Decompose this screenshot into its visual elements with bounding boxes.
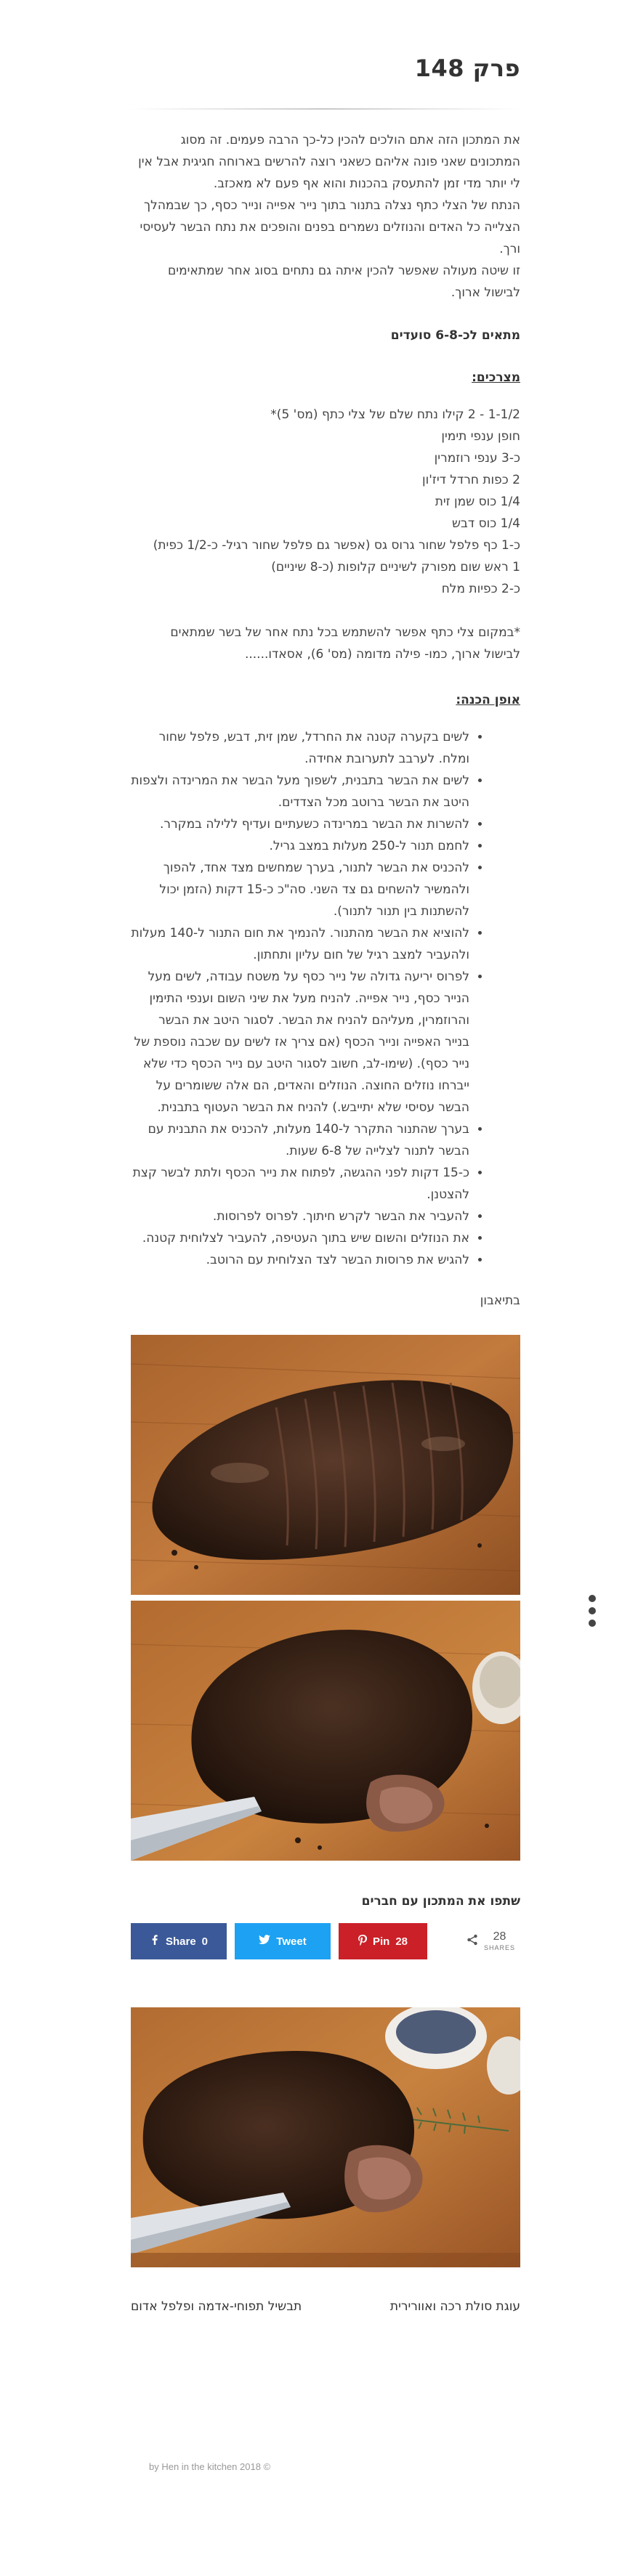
pinterest-share-count: 28 [395, 1935, 408, 1948]
share-count-block [484, 1931, 515, 1951]
serves-heading: מתאים לכ-6-8 סועדים [390, 328, 520, 343]
intro [131, 129, 520, 304]
more-dots-icon[interactable] [587, 1595, 597, 1627]
page-title: פרק 148 [414, 54, 520, 82]
related-post-link[interactable]: עוגת סולת רכה ואוורירית [389, 2299, 520, 2314]
method-step: • להכניס את הבשר לתנור, בערך שמחשים מצד אחד, להפוך ולהמשיר להשחים גם צד השני. סה"כ כ-15 דקות (הזמן יכול להשתנות בין תנור לתנור). [131, 857, 469, 922]
twitter-share-label: Tweet [276, 1935, 307, 1948]
ingredients-list [131, 404, 520, 600]
pinterest-share-label: Pin [372, 1935, 390, 1948]
method-step: • לפרוס יריעה גדולה של נייר כסף על משטח עבודה, לשים מעל הנייר כסף, נייר אפייה. להניח מעל את שיני השום וענפי התימין והרוזמרין, מעליהם להניח את הבשר. לסגור היטב את הבשר בנייר האפייה ונייר הכסף (אם צריך אז לשים עם שכבה נוספת של נייר כסף). (שימו-לב, חשוב לסגור היטב עם נייר הכסף כדי שלא ייברחו נוזלים החוצה. הנוזלים והאדים, הם אלה ששומרים על הבשר עסיסי שלא יתייבש.) להניח את הבשר העטוף בתבנית. [131, 966, 469, 1118]
share-total [467, 1923, 515, 1959]
related-post-image[interactable] [131, 2007, 520, 2267]
ingredient-item: 1/4 כוס דבש [452, 516, 520, 531]
pinterest-icon [358, 1935, 367, 1949]
method-step: • להעביר את הבשר לקרש חיתוך. לפרוס לפרוסות. [131, 1206, 469, 1227]
share-total-label: SHARES [484, 1944, 516, 1951]
facebook-share-label: Share [165, 1935, 196, 1948]
ingredient-item: 2 כפות חרדל דיז'ון [422, 473, 520, 487]
title-divider [131, 108, 520, 110]
twitter-icon [259, 1935, 270, 1948]
dot [589, 1595, 596, 1602]
share-bar [131, 1923, 520, 1959]
method-step: • להוציא את הבשר מהתנור. להנמיך את חום התנור ל-140 מעלות ולהעביר למצב רגיל של חום עליון ותחתון. [131, 922, 469, 966]
recipe-photo-roast-knife [131, 1601, 520, 1861]
twitter-share-button[interactable] [235, 1923, 331, 1959]
share-icon [467, 1934, 478, 1949]
ingredient-item: כ-2 כפיות מלח [441, 582, 520, 596]
facebook-icon [150, 1935, 160, 1948]
method-step: • לחמם תנור ל-250 מעלות במצב גריל. [131, 835, 469, 857]
recipe-photo-sliced-roast [131, 1335, 520, 1595]
method-step: • כ-15 דקות לפני ההגשה, לפתוח את נייר הכסף ולתת לבשר קצת להצטנן. [131, 1162, 469, 1206]
ingredient-item: 1-1/2 - 2 קילו נתח שלם של צלי כתף (מס' 5)* [270, 407, 520, 422]
share-total-count: 28 [493, 1930, 506, 1943]
ingredients-heading: מצרכים: [472, 370, 520, 385]
pinterest-share-button[interactable] [339, 1923, 427, 1959]
intro-paragraph: הנתח של הצלי כתף נצלה בתנור בתוך נייר אפייה ונייר כסף, כך שבמהלך הצלייה כל האדים והנוזלים נשמרים בפנים והופכים את נתח הבשר לעסיסי ורך. [140, 198, 520, 256]
ingredient-item: כ-1 כף פלפל שחור גרוס גס (אפשר גם פלפל שחור רגיל- כ-1/2 כפית) [153, 538, 520, 553]
ingredient-item: 1 ראש שום מפורק לשיניים קלופות (כ-8 שיניים) [271, 560, 520, 574]
intro-paragraph: זו שיטה מעולה שאפשר להכין איתה גם נתחים בסוג אחר שמתאימים לבישול ארוך. [168, 264, 520, 300]
footer-credit: by Hen in the kitchen 2018 © [149, 2461, 271, 2472]
method-step: • להגיש את פרוסות הבשר לצד הצלוחית עם הרוטב. [131, 1249, 469, 1271]
enjoy-text: בתיאבון [480, 1293, 520, 1308]
ingredient-item: כ-3 ענפי רוזמרין [434, 451, 520, 466]
intro-paragraph: את המתכון הזה אתם הולכים להכין כל-כך הרבה פעמים. זה מסוג המתכונים שאני פונה אליהם כשאני רוצה להרשים בארוחה חגיגית אבל אין לי יותר מדי זמן להתעסק בהכנות והוא אף פעם לא מאכזב. [138, 133, 520, 191]
dot [589, 1620, 596, 1627]
method-heading: אופן הכנה: [456, 693, 520, 707]
post-content [131, 0, 520, 2321]
method-step: • להשרות את הבשר במרינדה כשעתיים ועדיף ללילה במקרר. [131, 813, 469, 835]
ingredient-item: חופן ענפי תימין [441, 429, 520, 444]
ingredient-item: 1/4 כוס שמן זית [435, 495, 520, 509]
facebook-share-button[interactable] [131, 1923, 227, 1959]
related-post-link[interactable]: תבשיל תפוחי-אדמה ופלפל אדום [131, 2299, 302, 2314]
method-step: • בערך שהתנור התקרר ל-140 מעלות, להכניס את התבנית עם הבשר לתנור לצלייה של 6-8 שעות. [131, 1118, 469, 1162]
facebook-share-count: 0 [201, 1935, 209, 1948]
related-posts [131, 2299, 520, 2321]
dot [589, 1607, 596, 1614]
substitution-note: *במקום צלי כתף אפשר להשתמש בכל נתח אחר של בשר שמתאים לבישול ארוך, כמו- פילה מדומה (מס' 6), אסאדו...... [170, 625, 520, 662]
method-step: • לשים בקערה קטנה את החרדל, שמן זית, דבש, פלפל שחור ומלח. לערבב לתערובת אחידה. [131, 726, 469, 770]
method-step: • לשים את הבשר בתבנית, לשפוך מעל הבשר את המרינדה ולצפות היטב את הבשר ברוטב מכל הצדדים. [131, 770, 469, 813]
share-heading: שתפו את המתכון עם חברים [361, 1894, 520, 1909]
method-steps [131, 726, 520, 1271]
method-step: • את הנוזלים והשום שיש בתוך העטיפה, להעביר לצלוחית קטנה. [131, 1227, 469, 1249]
